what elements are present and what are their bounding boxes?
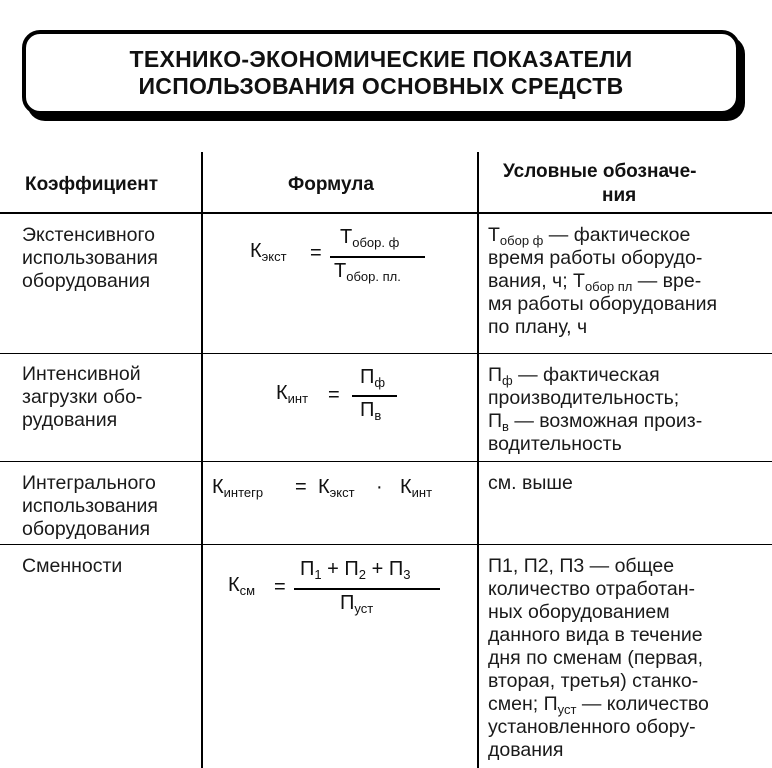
formula-lhs: $К_{интегр}$ xyxy=(212,476,264,500)
fraction-numerator: $П_1 + П_2 + П_3$ xyxy=(300,558,411,582)
notes-line: П1, П2, П3 — общее xyxy=(488,555,675,577)
row-2-formula xyxy=(276,366,426,436)
notes-line: время работы оборудо- xyxy=(488,247,703,269)
notes-line: см. выше xyxy=(488,472,573,494)
notes-line: вторая, третья) станко- xyxy=(488,670,699,692)
formula-equals: = xyxy=(328,384,340,406)
row-divider-3 xyxy=(0,544,772,545)
fraction-denominator: $П_в$ xyxy=(360,399,382,423)
row-3-formula xyxy=(212,476,472,506)
notes-line: $Т_{обор ф}$ — фактическое xyxy=(488,224,691,248)
row-3-name-line: Интегрального xyxy=(22,472,156,494)
fraction-numerator: $Т_{обор. ф}$ xyxy=(340,226,400,250)
formula-lhs: $К_{инт}$ xyxy=(276,382,309,406)
header-coefficient: Коэффициент xyxy=(25,174,159,195)
row-divider-1 xyxy=(0,353,772,354)
column-divider-1 xyxy=(201,152,203,768)
notes-line: вания, ч; $Т_{обор пл}$ — вре- xyxy=(488,270,702,294)
fraction-denominator: $Т_{обор. пл.}$ xyxy=(334,260,401,284)
notes-line: $П_в$ — возможная произ- xyxy=(488,410,703,434)
header-divider xyxy=(0,212,772,214)
formula-term-2: $К_{экст}$ xyxy=(318,476,355,500)
header-formula: Формула xyxy=(288,174,374,195)
formula-equals: = xyxy=(310,242,322,264)
notes-line: водительность xyxy=(488,433,622,455)
fraction-numerator: $П_ф$ xyxy=(360,366,386,390)
row-2-name xyxy=(22,363,142,432)
fraction-bar xyxy=(352,395,397,397)
formula-term-3: $К_{инт}$ xyxy=(400,476,433,500)
notes-line: мя работы оборудования xyxy=(488,293,718,315)
row-divider-2 xyxy=(0,461,772,462)
title-box xyxy=(22,30,740,115)
title-line-1: ТЕХНИКО-ЭКОНОМИЧЕСКИЕ ПОКАЗАТЕЛИ xyxy=(129,45,633,72)
column-divider-2 xyxy=(477,152,479,768)
row-2-name-line: загрузки обо- xyxy=(22,386,143,408)
notes-line: производительность; xyxy=(488,387,680,409)
row-4-notes xyxy=(488,555,709,762)
header-notation-line-1: Условные обозначе- xyxy=(503,161,697,182)
notes-line: количество отработан- xyxy=(488,578,695,600)
row-1-name-line: Экстенсивного xyxy=(22,224,155,246)
row-2-name-line: Интенсивной xyxy=(22,363,141,385)
notes-line: смен; $П_{уст}$ — количество xyxy=(488,693,709,717)
notes-line: $П_ф$ — фактическая xyxy=(488,364,660,388)
row-1-name xyxy=(22,224,158,293)
row-2-name-line: рудования xyxy=(22,409,118,431)
row-3-name-line: оборудования xyxy=(22,518,151,540)
notes-line: дования xyxy=(488,739,564,761)
row-4-name xyxy=(22,555,122,578)
formula-equals: = xyxy=(274,576,286,598)
notes-line: дня по сменам (первая, xyxy=(488,647,704,669)
fraction-denominator: $П_{уст}$ xyxy=(340,592,374,616)
row-1-name-line: использования xyxy=(22,247,158,269)
row-4-formula xyxy=(228,556,468,626)
row-4-name-line: Сменности xyxy=(22,555,123,577)
formula-equals: = xyxy=(295,476,307,498)
row-1-name-line: оборудования xyxy=(22,270,151,292)
row-1-formula xyxy=(250,224,460,294)
formula-lhs: $К_{экст}$ xyxy=(250,240,287,264)
row-3-name-line: использования xyxy=(22,495,158,517)
notes-line: ных оборудованием xyxy=(488,601,670,623)
row-3-notes xyxy=(488,472,573,495)
row-3-name xyxy=(22,472,158,541)
fraction-bar xyxy=(330,256,425,258)
row-2-notes xyxy=(488,364,702,456)
fraction-bar xyxy=(294,588,440,590)
formula-lhs: $К_{см}$ xyxy=(228,574,256,598)
row-1-notes xyxy=(488,224,717,339)
formula-dot: · xyxy=(376,476,383,498)
notes-line: данного вида в течение xyxy=(488,624,703,646)
header-notation-line-2: ния xyxy=(602,185,637,206)
title-line-2: ИСПОЛЬЗОВАНИЯ ОСНОВНЫХ СРЕДСТВ xyxy=(138,72,624,99)
notes-line: по плану, ч xyxy=(488,316,588,338)
notes-line: установленного обору- xyxy=(488,716,696,738)
